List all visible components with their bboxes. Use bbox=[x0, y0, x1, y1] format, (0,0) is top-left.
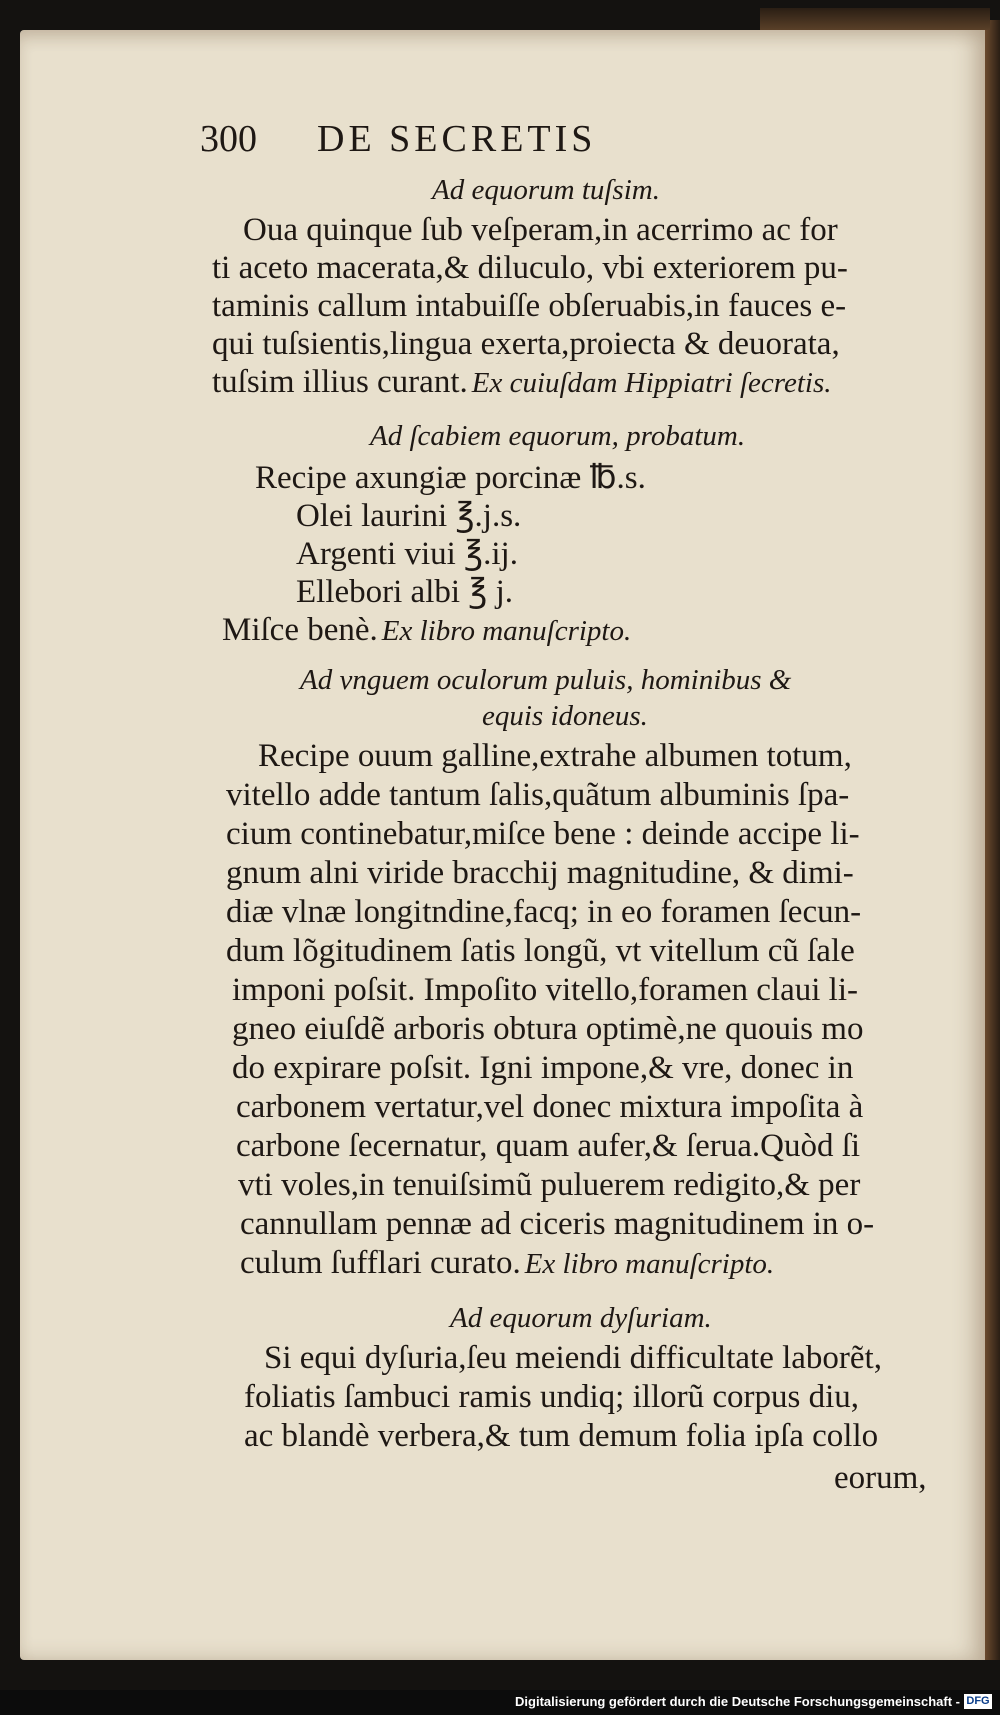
text-line: diæ vlnæ longitndine,facq; in eo foramen ſecun- bbox=[226, 894, 862, 930]
text-line: taminis callum intabuiſſe obſeruabis,in fauces e- bbox=[212, 288, 847, 324]
text-line: vitello adde tantum ſalis,quãtum albuminis ſpa- bbox=[226, 777, 850, 813]
recipe-line: Olei laurini ℥.j.s. bbox=[296, 498, 522, 534]
text-line bbox=[212, 366, 832, 399]
text-line: Recipe ouum galline,extrahe albumen totum, bbox=[258, 738, 852, 774]
text-line: carbone ſecernatur, quam aufer,& ſerua.Quòd ſi bbox=[236, 1128, 861, 1164]
source-citation: Ex libro manuſcripto. bbox=[524, 1248, 775, 1280]
text-line: do expirare poſsit. Igni impone,& vre, donec in bbox=[232, 1050, 854, 1086]
book-top-edge bbox=[760, 8, 990, 30]
footer-credit: Digitalisierung gefördert durch die Deutsche Forschungsgemeinschaft - bbox=[515, 1694, 960, 1709]
text-line: imponi poſsit. Impoſito vitello,foramen claui li- bbox=[232, 972, 858, 1008]
section-heading: Ad ſcabiem equorum, probatum. bbox=[370, 420, 746, 452]
text-line: ti aceto macerata,& diluculo, vbi exteriorem pu- bbox=[212, 250, 848, 286]
text-line: foliatis ſambuci ramis undiq; illorũ corpus diu, bbox=[244, 1379, 859, 1415]
text-line: Oua quinque ſub veſperam,in acerrimo ac for bbox=[243, 212, 838, 248]
text-line: cannullam pennæ ad ciceris magnitudinem in o- bbox=[240, 1206, 875, 1242]
text-line: qui tuſsientis,lingua exerta,proiecta & deuorata, bbox=[212, 326, 840, 362]
text-roman: tuſsim illius curant. bbox=[212, 364, 468, 400]
recipe-line: Ellebori albi ℥ j. bbox=[296, 574, 514, 610]
catchword: eorum, bbox=[834, 1460, 927, 1496]
footer-bar bbox=[0, 1690, 1000, 1715]
source-citation: Ex libro manuſcripto. bbox=[381, 615, 632, 647]
recipe-line: Argenti viui ℥.ij. bbox=[296, 536, 518, 572]
text-line: Si equi dyſuria,ſeu meiendi difficultate laborẽt, bbox=[264, 1340, 882, 1376]
text-line: cium continebatur,miſce bene : deinde accipe li- bbox=[226, 816, 860, 852]
text-roman: Miſce benè. bbox=[222, 612, 378, 648]
running-title: DE SECRETIS bbox=[317, 118, 597, 160]
section-heading: Ad equorum tuſsim. bbox=[432, 174, 660, 206]
section-heading: equis idoneus. bbox=[482, 700, 648, 732]
text-line bbox=[240, 1247, 774, 1280]
text-line: carbonem vertatur,vel donec mixtura impoſita à bbox=[236, 1089, 864, 1125]
running-head bbox=[200, 117, 596, 161]
section-heading: Ad equorum dyſuriam. bbox=[450, 1302, 712, 1334]
text-roman: culum ſufflari curato. bbox=[240, 1245, 521, 1281]
text-line: ac blandè verbera,& tum demum folia ipſa collo bbox=[244, 1418, 879, 1454]
text-line: gneo eiuſdẽ arboris obtura optimè,ne quouis mo bbox=[232, 1011, 864, 1047]
text-line bbox=[222, 614, 631, 647]
text-line: dum lõgitudinem ſatis longũ, vt vitellum cũ ſale bbox=[226, 933, 855, 969]
recipe-line: Recipe axungiæ porcinæ ℔.s. bbox=[255, 460, 646, 496]
page-number: 300 bbox=[200, 118, 257, 160]
source-citation: Ex cuiuſdam Hippiatri ſecretis. bbox=[471, 367, 832, 399]
text-line: vti voles,in tenuiſsimũ puluerem redigito,& per bbox=[238, 1167, 861, 1203]
section-heading: Ad vnguem oculorum puluis, hominibus & bbox=[300, 664, 792, 696]
dfg-logo: DFG bbox=[964, 1694, 992, 1709]
text-line: gnum alni viride bracchij magnitudine, & dimi- bbox=[226, 855, 854, 891]
